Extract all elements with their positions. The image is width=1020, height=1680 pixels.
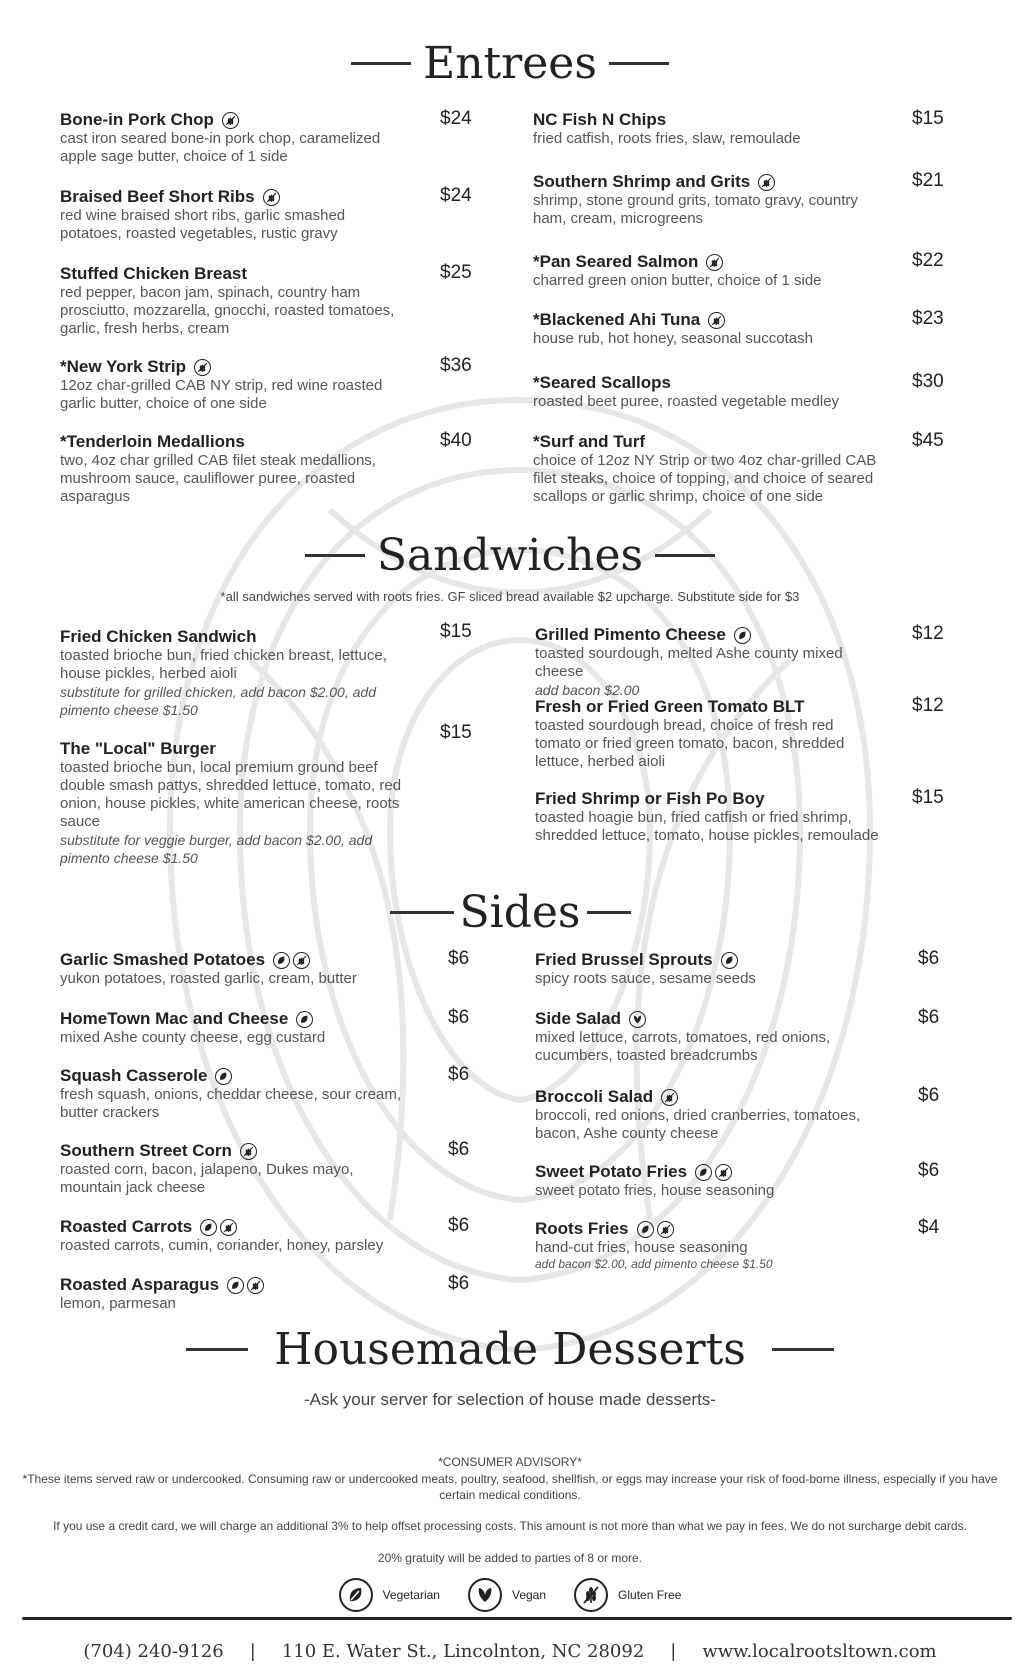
menu-item — [535, 625, 882, 700]
menu-item — [60, 1217, 418, 1255]
menu-item — [60, 264, 410, 338]
menu-item-description: broccoli, red onions, dried cranberries, tomatoes, bacon, Ashe county cheese — [535, 1107, 861, 1142]
gluten-free-icon — [708, 312, 725, 329]
menu-item-price: $6 — [918, 1160, 940, 1181]
heading-rule-right — [772, 1348, 834, 1351]
gluten-free-icon — [706, 254, 723, 271]
heading-rule-right — [655, 554, 715, 557]
menu-item-name: *New York Strip — [60, 357, 186, 376]
menu-item-price: $6 — [448, 948, 470, 969]
menu-item-description: roasted carrots, cumin, coriander, honey, parsley — [60, 1237, 384, 1254]
dietary-icons — [240, 1143, 257, 1160]
menu-item-description: cast iron seared bone-in pork chop, caramelized apple sage butter, choice of 1 side — [60, 130, 381, 165]
menu-item-name: Fried Chicken Sandwich — [60, 627, 257, 646]
dietary-icons — [734, 627, 751, 644]
vegetarian-icon — [637, 1221, 654, 1238]
sides-heading — [0, 887, 1020, 937]
menu-item-name-row — [533, 172, 882, 192]
legend-label: Vegan — [511, 1588, 547, 1602]
menu-item-price: $23 — [912, 308, 944, 329]
gluten-free-icon — [661, 1089, 678, 1106]
menu-item-name: *Pan Seared Salmon — [533, 252, 699, 271]
menu-item-name: Braised Beef Short Ribs — [60, 187, 255, 206]
menu-item-name-row — [533, 373, 882, 393]
menu-item-description: toasted sourdough bread, choice of fresh red tomato or fried green tomato, bacon, shredded lettuce, herbed aioli — [535, 717, 845, 770]
menu-item-name-row — [60, 1066, 418, 1086]
menu-item-name: NC Fish N Chips — [533, 110, 667, 129]
desserts-heading — [0, 1320, 1020, 1378]
menu-item — [60, 432, 410, 506]
menu-item-name: *Seared Scallops — [533, 373, 671, 392]
menu-item-name-row — [535, 789, 882, 809]
dietary-legend — [0, 1578, 1020, 1612]
dietary-icons — [637, 1221, 674, 1238]
menu-item-name-row — [535, 950, 888, 970]
vegetarian-icon — [215, 1068, 232, 1085]
menu-item-price: $24 — [440, 185, 472, 206]
menu-item-price: $12 — [912, 623, 944, 644]
dietary-icons — [227, 1277, 264, 1294]
menu-item-price: $6 — [918, 1085, 940, 1106]
menu-item-price: $6 — [448, 1139, 470, 1160]
entrees-heading — [0, 38, 1020, 88]
menu-item — [535, 789, 882, 845]
dietary-icons — [263, 189, 280, 206]
vegetarian-icon — [695, 1164, 712, 1181]
menu-item — [60, 1141, 418, 1197]
menu-item-price: $36 — [440, 355, 472, 376]
menu-item-price: $6 — [918, 948, 940, 969]
menu-item-description: lemon, parmesan — [60, 1295, 176, 1312]
menu-item-note: substitute for grilled chicken, add bacon $2.00, add pimento cheese $1.50 — [60, 684, 376, 718]
dietary-icons — [200, 1219, 237, 1236]
menu-item — [533, 172, 882, 228]
menu-item-name: *Surf and Turf — [533, 432, 646, 451]
vegetarian-icon — [734, 627, 751, 644]
menu-item-name-row — [60, 264, 410, 284]
menu-item-name: Side Salad — [535, 1009, 621, 1028]
menu-item-name-row — [533, 252, 882, 272]
menu-item-price: $15 — [912, 108, 944, 129]
menu-item-name: Stuffed Chicken Breast — [60, 264, 248, 283]
menu-item-description: sweet potato fries, house seasoning — [535, 1182, 775, 1199]
menu-item-name: Southern Street Corn — [60, 1141, 232, 1160]
dietary-icons — [706, 254, 723, 271]
menu-item-price: $15 — [440, 621, 472, 642]
heading-rule-right — [587, 911, 631, 914]
heading-rule-left — [351, 62, 411, 65]
gluten-free-icon — [715, 1164, 732, 1181]
menu-item-price: $30 — [912, 371, 944, 392]
sandwiches-subtitle: *all sandwiches served with roots fries. GF sliced bread available $2 upcharge. Substitute side for $3 — [220, 589, 800, 604]
footer-divider — [22, 1617, 1012, 1620]
menu-item-note: add bacon $2.00, add pimento cheese $1.50 — [535, 1257, 773, 1271]
menu-item-name-row — [535, 1162, 888, 1182]
menu-item — [60, 187, 410, 243]
menu-item-description: toasted hoagie bun, fried catfish or fried shrimp, shredded lettuce, tomato, house pickles, remoulade — [535, 809, 879, 844]
menu-item-name: Southern Shrimp and Grits — [533, 172, 751, 191]
menu-item — [60, 950, 418, 988]
menu-item-name-row — [60, 110, 410, 130]
menu-item-description: choice of 12oz NY Strip or two 4oz char-grilled CAB filet steaks, choice of topping, and choice of seared scallops or garlic shrimp, choice of one side — [533, 452, 877, 505]
gluten-free-icon — [657, 1221, 674, 1238]
dietary-icons — [296, 1011, 313, 1028]
advisory-text: *These items served raw or undercooked. Consuming raw or undercooked meats, poultry, seafood, shellfish, or eggs may increase your risk of food-borne illness, especially if you have certain medical conditions. — [22, 1472, 998, 1502]
dietary-icons — [695, 1164, 732, 1181]
gluten-free-icon — [263, 189, 280, 206]
menu-item — [535, 697, 882, 771]
sandwiches-heading — [0, 530, 1020, 580]
menu-item-description: spicy roots sauce, sesame seeds — [535, 970, 756, 987]
menu-item-price: $6 — [448, 1064, 470, 1085]
menu-item-name-row — [60, 627, 410, 647]
menu-item-description: toasted sourdough, melted Ashe county mixed cheese — [535, 645, 843, 680]
dietary-icons — [194, 359, 211, 376]
vegetarian-icon — [721, 952, 738, 969]
gluten-free-icon — [220, 1219, 237, 1236]
menu-item-description: roasted corn, bacon, jalapeno, Dukes mayo, mountain jack cheese — [60, 1161, 354, 1196]
menu-item-description: 12oz char-grilled CAB NY strip, red wine roasted garlic butter, choice of one side — [60, 377, 383, 412]
footer — [0, 1641, 1020, 1662]
credit-card-notice: If you use a credit card, we will charge an additional 3% to help offset processing costs. This amount is not more than what we pay in fees. We do not surcharge debit cards. — [53, 1519, 967, 1533]
menu-item-price: $6 — [448, 1215, 470, 1236]
sides-title: Sides — [459, 886, 581, 938]
menu-item-description: house rub, hot honey, seasonal succotash — [533, 330, 813, 347]
footer-address[interactable]: 110 E. Water St., Lincolnton, NC 28092 — [281, 1641, 645, 1662]
menu-item-name-row — [533, 432, 882, 452]
menu-item — [60, 110, 410, 166]
menu-item-name-row — [60, 1141, 418, 1161]
vegan-icon — [629, 1011, 646, 1028]
menu-item-price: $40 — [440, 430, 472, 451]
desserts-title: Housemade Desserts — [274, 1323, 746, 1375]
gluten-free-icon — [240, 1143, 257, 1160]
menu-item-description: red pepper, bacon jam, spinach, country ham prosciutto, mozzarella, gnocchi, roasted tomatoes, garlic, fresh herbs, cream — [60, 284, 395, 337]
menu-item — [60, 1066, 418, 1122]
menu-item-name-row — [535, 1087, 888, 1107]
desserts-subtitle: -Ask your server for selection of house made desserts- — [304, 1390, 716, 1409]
menu-item-price: $4 — [918, 1217, 940, 1238]
footer-separator: | — [670, 1641, 677, 1662]
menu-item-name-row — [60, 950, 418, 970]
menu-item-name: Garlic Smashed Potatoes — [60, 950, 266, 969]
menu-item — [60, 357, 410, 413]
menu-item-name-row — [535, 1219, 888, 1239]
menu-item — [533, 110, 882, 148]
dietary-icons — [273, 952, 310, 969]
menu-item-name-row — [535, 1009, 888, 1029]
menu-item-description: fresh squash, onions, cheddar cheese, sour cream, butter crackers — [60, 1086, 402, 1121]
menu-item-description: toasted brioche bun, fried chicken breast, lettuce, house pickles, herbed aioli — [60, 647, 387, 682]
menu-item-name-row — [60, 1217, 418, 1237]
menu-item-name-row — [60, 357, 410, 377]
menu-item-name: Roasted Asparagus — [60, 1275, 220, 1294]
heading-rule-right — [609, 62, 669, 65]
menu-item-description: two, 4oz char grilled CAB filet steak medallions, mushroom sauce, cauliflower puree, roasted asparagus — [60, 452, 376, 505]
vegetarian-icon — [273, 952, 290, 969]
entrees-title: Entrees — [423, 37, 597, 89]
menu-item — [60, 1009, 418, 1047]
menu-item-description: shrimp, stone ground grits, tomato gravy, country ham, cream, microgreens — [533, 192, 858, 227]
gratuity-notice: 20% gratuity will be added to parties of 8 or more. — [377, 1551, 643, 1565]
menu-item-price: $24 — [440, 108, 472, 129]
sandwiches-title: Sandwiches — [376, 529, 644, 581]
gluten-free-icon — [574, 1578, 608, 1612]
menu-item-description: fried catfish, roots fries, slaw, remoulade — [533, 130, 801, 147]
menu-item — [535, 1009, 888, 1065]
menu-item-name-row — [60, 187, 410, 207]
menu-item-name: Sweet Potato Fries — [535, 1162, 688, 1181]
menu-item-description: hand-cut fries, house seasoning — [535, 1239, 748, 1256]
menu-item-name: Squash Casserole — [60, 1066, 208, 1085]
menu-item-name: *Tenderloin Medallions — [60, 432, 245, 451]
menu-item-name: Fresh or Fried Green Tomato BLT — [535, 697, 805, 716]
menu-item — [60, 1275, 418, 1313]
menu-item-price: $6 — [448, 1007, 470, 1028]
menu-item — [533, 373, 882, 411]
menu-item-name: Roots Fries — [535, 1219, 629, 1238]
footer-website[interactable]: www.localrootsltown.com — [702, 1641, 937, 1662]
heading-rule-left — [186, 1348, 248, 1351]
menu-item-name-row — [60, 739, 410, 759]
gluten-free-icon — [758, 174, 775, 191]
menu-item-price: $6 — [918, 1007, 940, 1028]
menu-item-name-row — [535, 697, 882, 717]
menu-item-description: mixed Ashe county cheese, egg custard — [60, 1029, 326, 1046]
menu-item-name: *Blackened Ahi Tuna — [533, 310, 701, 329]
menu-item-name: Roasted Carrots — [60, 1217, 193, 1236]
legend-gluten-free — [574, 1578, 681, 1612]
menu-item-name-row — [60, 432, 410, 452]
menu-item-description: toasted brioche bun, local premium ground beef double smash pattys, shredded lettuce, tomato, red onion, house pickles, white american cheese, roots sauce — [60, 759, 402, 830]
menu-item — [535, 1162, 888, 1200]
menu-item-name-row — [535, 625, 882, 645]
menu-item-description: red wine braised short ribs, garlic smashed potatoes, roasted vegetables, rustic gravy — [60, 207, 346, 242]
menu-item — [535, 1219, 888, 1272]
menu-item-price: $22 — [912, 250, 944, 271]
dietary-icons — [721, 952, 738, 969]
menu-item-price: $6 — [448, 1273, 470, 1294]
legend-vegetarian — [339, 1578, 440, 1612]
menu-item-name-row — [533, 310, 882, 330]
dietary-icons — [708, 312, 725, 329]
vegetarian-icon — [200, 1219, 217, 1236]
dietary-icons — [222, 112, 239, 129]
heading-rule-left — [305, 554, 365, 557]
menu-item-name: Broccoli Salad — [535, 1087, 654, 1106]
menu-item-price: $21 — [912, 170, 944, 191]
menu-item-note: add bacon $2.00 — [535, 682, 640, 698]
footer-separator: | — [249, 1641, 256, 1662]
menu-item — [60, 739, 410, 867]
gluten-free-icon — [194, 359, 211, 376]
dietary-icons — [629, 1011, 646, 1028]
menu-item-price: $12 — [912, 695, 944, 716]
legend-label: Vegetarian — [382, 1588, 440, 1602]
menu-item — [533, 432, 882, 506]
menu-item-name-row — [533, 110, 882, 130]
menu-item-name-row — [60, 1275, 418, 1295]
menu-item-name: HomeTown Mac and Cheese — [60, 1009, 289, 1028]
gluten-free-icon — [247, 1277, 264, 1294]
menu-item-price: $25 — [440, 262, 472, 283]
gluten-free-icon — [222, 112, 239, 129]
menu-item-name: The "Local" Burger — [60, 739, 216, 758]
legend-vegan — [468, 1578, 546, 1612]
legend-label: Gluten Free — [618, 1588, 682, 1602]
menu-item-price: $15 — [912, 787, 944, 808]
vegetarian-icon — [296, 1011, 313, 1028]
menu-item-name: Bone-in Pork Chop — [60, 110, 214, 129]
menu-item-description: yukon potatoes, roasted garlic, cream, butter — [60, 970, 357, 987]
dietary-icons — [661, 1089, 678, 1106]
menu-item — [60, 627, 410, 719]
menu-item-name-row — [60, 1009, 418, 1029]
menu-item — [533, 310, 882, 348]
vegetarian-icon — [227, 1277, 244, 1294]
dietary-icons — [215, 1068, 232, 1085]
menu-item-description: charred green onion butter, choice of 1 side — [533, 272, 822, 289]
menu-item-name: Fried Brussel Sprouts — [535, 950, 713, 969]
heading-rule-left — [390, 911, 454, 914]
gluten-free-icon — [293, 952, 310, 969]
footer-phone[interactable]: (704) 240-9126 — [83, 1641, 224, 1662]
menu-item — [535, 1087, 888, 1143]
menu-item-price: $15 — [440, 722, 472, 743]
vegan-icon — [468, 1578, 502, 1612]
menu-item-name: Fried Shrimp or Fish Po Boy — [535, 789, 765, 808]
dietary-icons — [758, 174, 775, 191]
advisory-title: *CONSUMER ADVISORY* — [438, 1455, 582, 1469]
menu-item — [533, 252, 882, 290]
menu-item-description: roasted beet puree, roasted vegetable medley — [533, 393, 840, 410]
menu-item-description: mixed lettuce, carrots, tomatoes, red onions, cucumbers, toasted breadcrumbs — [535, 1029, 831, 1064]
menu-item-price: $45 — [912, 430, 944, 451]
menu-item-note: substitute for veggie burger, add bacon $2.00, add pimento cheese $1.50 — [60, 832, 373, 866]
vegetarian-icon — [339, 1578, 373, 1612]
menu-item — [535, 950, 888, 988]
menu-item-name: Grilled Pimento Cheese — [535, 625, 726, 644]
